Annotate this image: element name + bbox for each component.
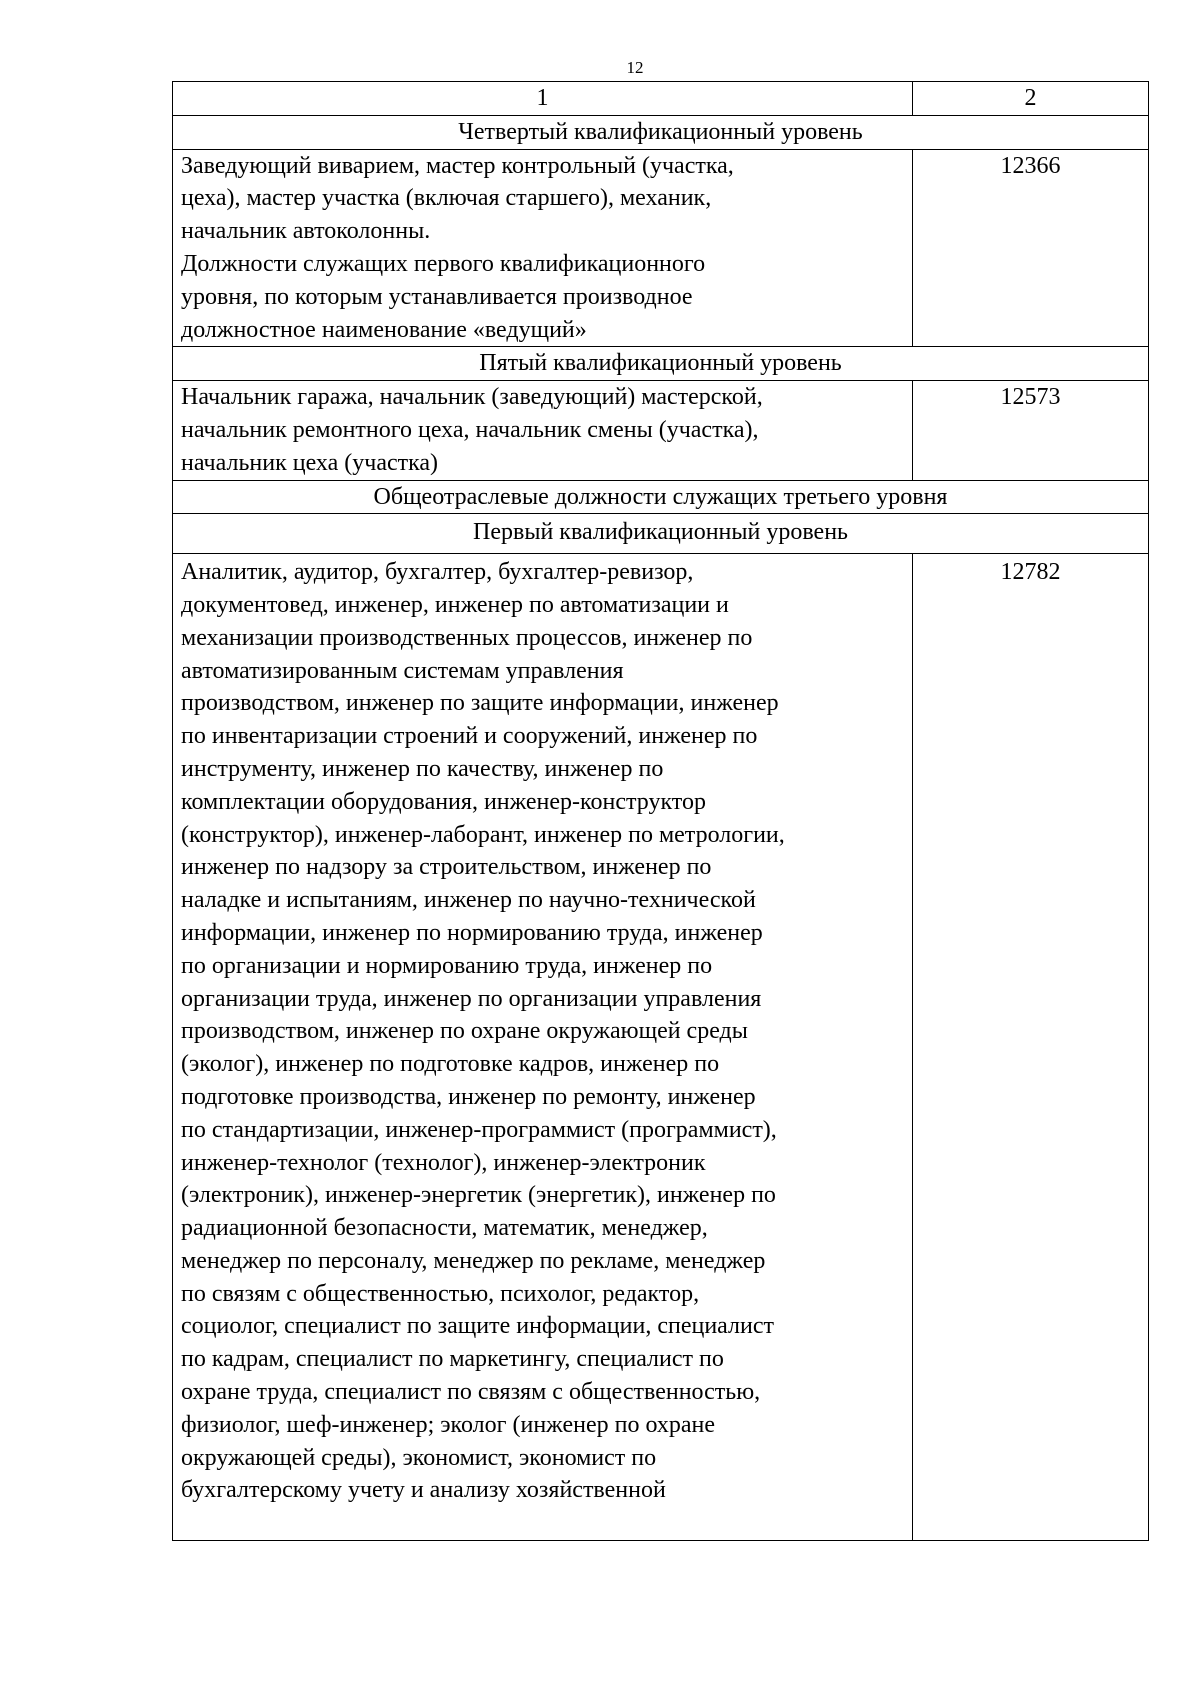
positions-cell: Аналитик, аудитор, бухгалтер, бухгалтер-ревизор, документовед, инженер, инженер по автоматизации и механизации производственных процессов, инженер по автоматизированным системам управления производством, инженер по защите информации, инженер по инвентаризации строений и сооружений, инженер по инструменту, инженер по качеству, инженер по комплектации оборудования, инженер-конструктор (конструктор), инженер-лаборант, инженер по метрологии, инженер по надзору за строительством, инженер по наладке и испытаниям, инженер по научно-технической информации, инженер по нормированию труда, инженер по организации и нормированию труда, инженер по организации труда, инженер по организации управления производством, инженер по охране окружающей среды (эколог), инженер по подготовке кадров, инженер по подготовке производства, инженер по ремонту, инженер по стандартизации, инженер-программист (программист), инженер-технолог (технолог), инженер-электроник (электроник), инженер-энергетик (энергетик), инженер по радиационной безопасности, математик, менеджер, менеджер по персоналу, менеджер по рекламе, менеджер по связям с общественностью, психолог, редактор, социолог, специалист по защите информации, специалист по кадрам, специалист по маркетингу, специалист по охране труда, специалист по связям с общественностью, физиолог, шеф-инженер; эколог (инженер по охране окружающей среды), экономист, экономист по бухгалтерскому учету и анализу хозяйственной <box>173 554 913 1541</box>
value-cell: 12366 <box>913 149 1149 347</box>
value-cell: 12573 <box>913 381 1149 480</box>
section-row <box>173 480 1149 514</box>
section-row <box>173 115 1149 149</box>
table-row <box>173 554 1149 1541</box>
page-number: 12 <box>626 58 644 77</box>
section-title: Пятый квалификационный уровень <box>173 347 1149 381</box>
positions-cell: Заведующий виварием, мастер контрольный (участка, цеха), мастер участка (включая старшего), механик, начальник автоколонны. Должности служащих первого квалификационного уровня, по которым устанавливается производное должностное наименование «ведущий» <box>173 149 913 347</box>
qualification-table <box>172 81 1149 1541</box>
section-title: Первый квалификационный уровень <box>173 514 1149 554</box>
table-header-row <box>173 82 1149 116</box>
section-title: Четвертый квалификационный уровень <box>173 115 1149 149</box>
table-row <box>173 149 1149 347</box>
section-row <box>173 347 1149 381</box>
section-title: Общеотраслевые должности служащих третьего уровня <box>173 480 1149 514</box>
column-header-1: 1 <box>173 82 913 116</box>
table-row <box>173 381 1149 480</box>
column-header-2: 2 <box>913 82 1149 116</box>
value-cell: 12782 <box>913 554 1149 1541</box>
positions-cell: Начальник гаража, начальник (заведующий) мастерской, начальник ремонтного цеха, начальник смены (участка), начальник цеха (участка) <box>173 381 913 480</box>
section-row <box>173 514 1149 554</box>
